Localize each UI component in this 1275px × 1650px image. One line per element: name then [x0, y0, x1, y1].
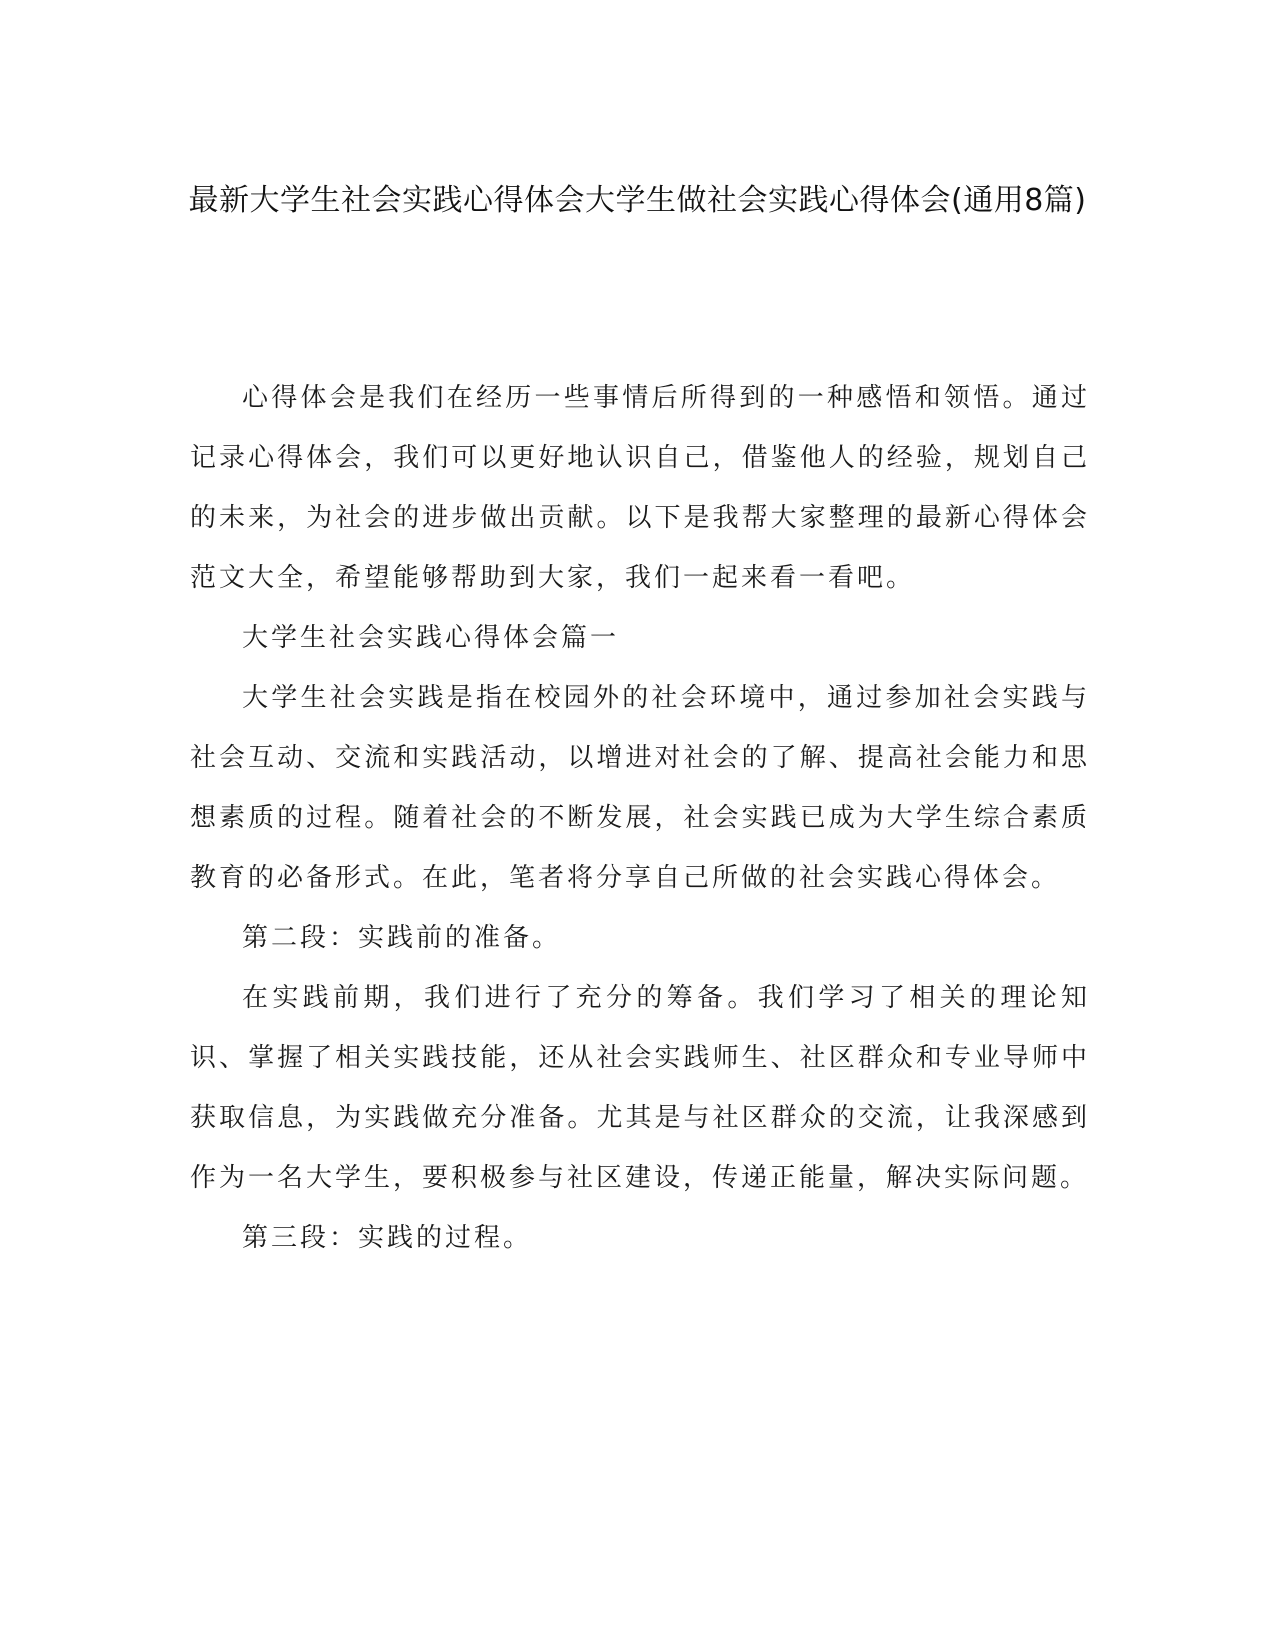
section-heading-process: 第三段：实践的过程。	[242, 1223, 533, 1253]
body-paragraph-preparation: 在实践前期，我们进行了充分的筹备。我们学习了相关的理论知识、掌握了相关实践技能，还从社会实践师生、社区群众和专业导师中获取信息，为实践做充分准备。尤其是与社区群众的交流，让我深感到作为一名大学生，要积极参与社区建设，传递正能量，解决实际问题。	[190, 983, 1090, 1193]
document-body	[190, 368, 1090, 1268]
document-title: 最新大学生社会实践心得体会大学生做社会实践心得体会(通用8篇)	[188, 183, 1087, 218]
section-heading-preparation: 第二段：实践前的准备。	[242, 923, 562, 953]
intro-paragraph: 心得体会是我们在经历一些事情后所得到的一种感悟和领悟。通过记录心得体会，我们可以更好地认识自己，借鉴他人的经验，规划自己的未来，为社会的进步做出贡献。以下是我帮大家整理的最新心得体会范文大全，希望能够帮助到大家，我们一起来看一看吧。	[190, 383, 1090, 593]
body-paragraph-definition: 大学生社会实践是指在校园外的社会环境中，通过参加社会实践与社会互动、交流和实践活动，以增进对社会的了解、提高社会能力和思想素质的过程。随着社会的不断发展，社会实践已成为大学生综合素质教育的必备形式。在此，笔者将分享自己所做的社会实践心得体会。	[190, 683, 1090, 893]
section-heading-part-one: 大学生社会实践心得体会篇一	[242, 623, 620, 653]
